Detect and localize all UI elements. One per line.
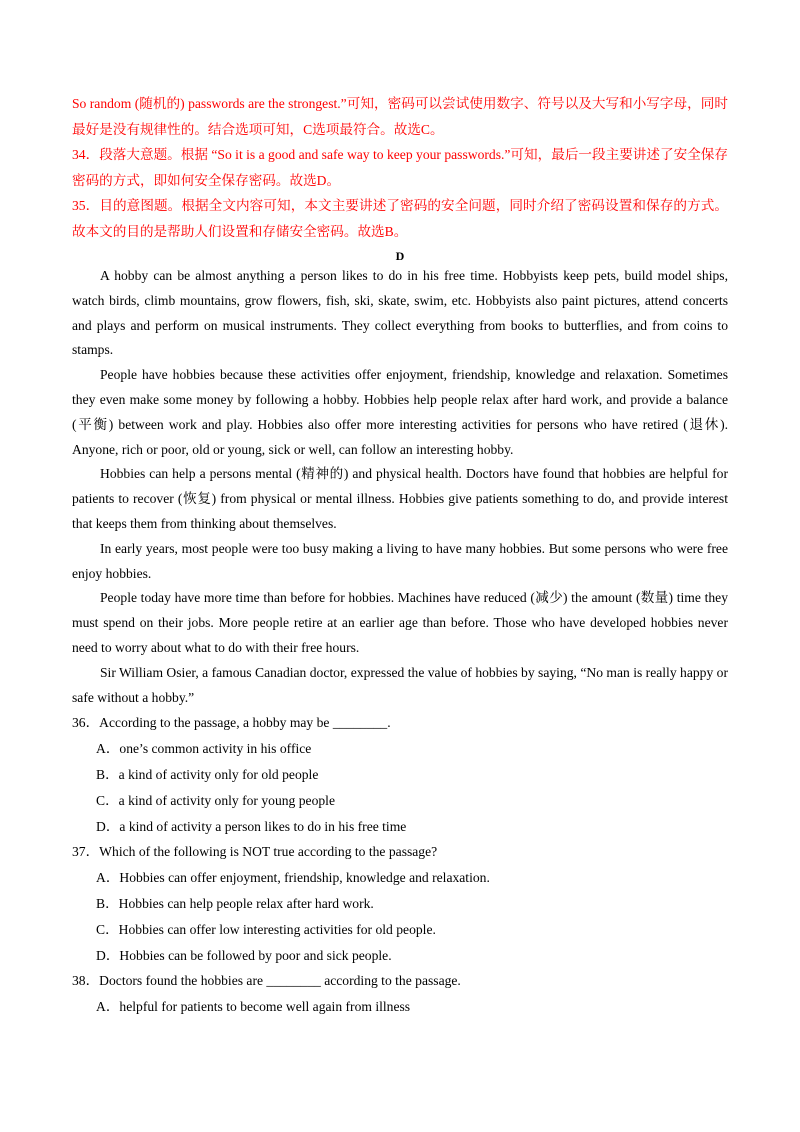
question-37 xyxy=(72,839,728,968)
question-36 xyxy=(72,710,728,839)
question-list xyxy=(72,710,728,1020)
answer-explanation-33: So random (随机的) passwords are the strongest.”可知，密码可以尝试使用数字、符号以及大写和小写字母，同时最好是没有规律性的。结合选项可知，C选项最符合。故选C。 xyxy=(72,96,728,137)
option-b: B．a kind of activity only for old people xyxy=(96,766,319,782)
page-content xyxy=(72,91,728,1020)
question-38 xyxy=(72,968,728,1020)
passage-paragraph: People today have more time than before for hobbies. Machines have reduced (减少) the amount (数量) time they must spend on their jobs. More people retire at an earlier age than before. Those who have developed hobbies never need to worry about what to do with their free hours. xyxy=(72,590,728,655)
question-stem: 36．According to the passage, a hobby may be ________. xyxy=(72,715,391,731)
option-b: B．Hobbies can help people relax after hard work. xyxy=(96,895,374,911)
option-d: D．a kind of activity a person likes to do in his free time xyxy=(96,818,407,834)
passage-paragraph: Hobbies can help a persons mental (精神的) and physical health. Doctors have found that hobbies are helpful for patients to recover (恢复) from physical or mental illness. Hobbies give patients something to do, and provide interest that keeps them from thinking about themselves. xyxy=(72,466,728,531)
option-c: C．a kind of activity only for young people xyxy=(96,792,335,808)
passage-paragraph: In early years, most people were too busy making a living to have many hobbies. But some persons who were free enjoy hobbies. xyxy=(72,540,728,581)
passage-paragraph: People have hobbies because these activities offer enjoyment, friendship, knowledge and relaxation. Sometimes they even make some money by following a hobby. Hobbies help people relax after hard work, and provide a balance (平衡) between work and play. Hobbies also offer more interesting activities for persons who have retired (退休). Anyone, rich or poor, old or young, sick or well, can follow an interesting hobby. xyxy=(72,367,728,457)
question-stem: 38．Doctors found the hobbies are ________ according to the passage. xyxy=(72,973,461,989)
passage-paragraph: Sir William Osier, a famous Canadian doctor, expressed the value of hobbies by saying, “No man is really happy or safe without a hobby.” xyxy=(72,664,728,705)
option-d: D．Hobbies can be followed by poor and sick people. xyxy=(96,947,392,963)
section-label: D xyxy=(395,249,405,263)
question-stem: 37．Which of the following is NOT true according to the passage? xyxy=(72,844,438,860)
answer-explanations xyxy=(72,91,728,244)
option-a: A．helpful for patients to become well again from illness xyxy=(96,999,411,1015)
option-c: C．Hobbies can offer low interesting activities for old people. xyxy=(96,921,436,937)
reading-passage xyxy=(72,264,728,710)
passage-paragraph: A hobby can be almost anything a person likes to do in his free time. Hobbyists keep pets, build model ships, watch birds, climb mountains, grow flowers, fish, ski, skate, swim, etc. Hobbyists also paint pictures, attend concerts and plays and perform on musical instruments. They collect everything from books to butterflies, and from coins to stamps. xyxy=(72,268,728,358)
answer-explanation-34: 34．段落大意题。根据 “So it is a good and safe way to keep your passwords.”可知，最后一段主要讲述了安全保存密码的方式，即如何安全保存密码。故选D。 xyxy=(72,147,728,188)
answer-explanation-35: 35．目的意图题。根据全文内容可知，本文主要讲述了密码的安全问题，同时介绍了密码设置和保存的方式。故本文的目的是帮助人们设置和存储安全密码。故选B。 xyxy=(72,198,728,239)
option-a: A．one’s common activity in his office xyxy=(96,741,312,757)
option-a: A．Hobbies can offer enjoyment, friendship, knowledge and relaxation. xyxy=(96,870,490,886)
